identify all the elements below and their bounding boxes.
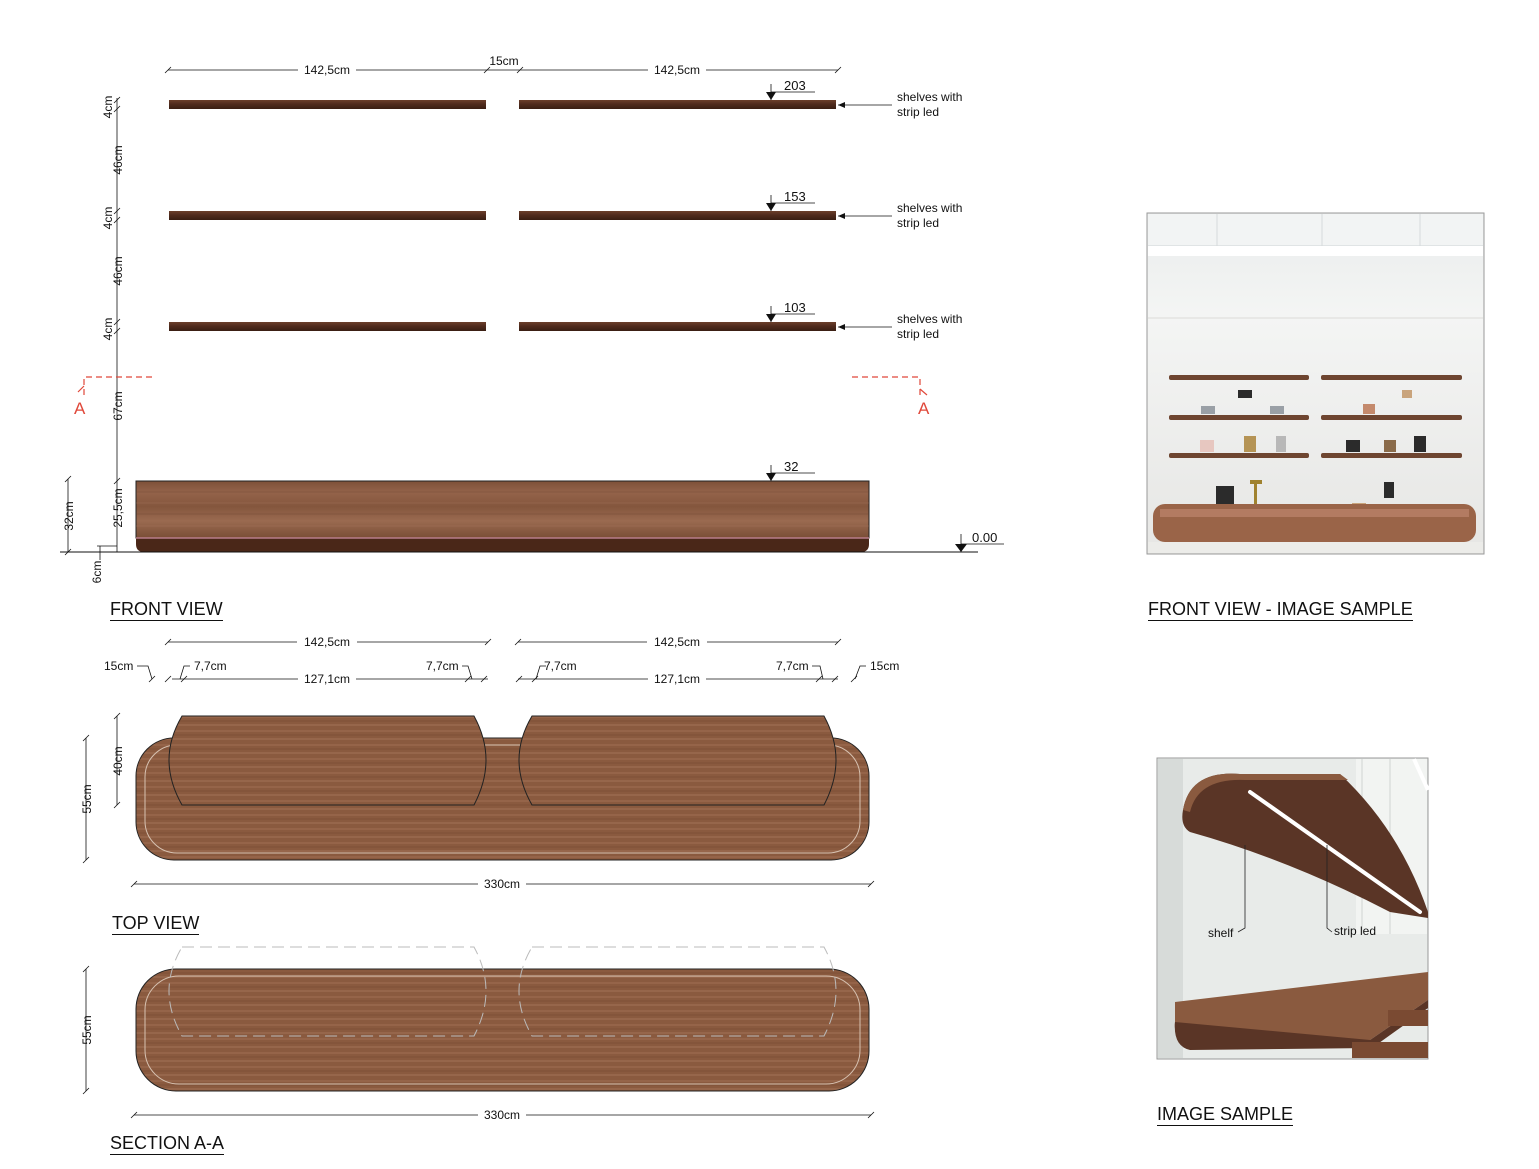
label-strip-led: strip led bbox=[1334, 924, 1377, 938]
shelf-left-203 bbox=[169, 100, 486, 109]
dim-330cm-section: 330cm bbox=[483, 1108, 521, 1122]
top-shelf-left bbox=[169, 716, 486, 805]
svg-text:153: 153 bbox=[784, 189, 806, 204]
front-view-title: FRONT VIEW bbox=[110, 599, 223, 619]
level-marker-floor bbox=[955, 530, 1004, 552]
svg-text:shelves with: shelves with bbox=[897, 201, 963, 215]
dim-46cm-1: 46cm bbox=[111, 145, 125, 175]
svg-text:7,7cm: 7,7cm bbox=[544, 659, 577, 673]
top-dim-142-5-left: 142,5cm bbox=[303, 635, 351, 649]
dim-67cm: 67cm bbox=[111, 391, 125, 421]
dim-32cm: 32cm bbox=[62, 501, 76, 531]
svg-text:strip led: strip led bbox=[897, 216, 940, 230]
svg-text:7,7cm: 7,7cm bbox=[194, 659, 227, 673]
front-view bbox=[60, 54, 1004, 583]
svg-text:32: 32 bbox=[784, 459, 799, 474]
top-shelf-right bbox=[519, 716, 836, 805]
dim-6cm: 6cm bbox=[90, 560, 104, 584]
shelf-right-153 bbox=[519, 211, 836, 220]
dim-142-5-left: 142,5cm bbox=[303, 63, 351, 77]
svg-text:103: 103 bbox=[784, 300, 806, 315]
note-shelves-strip-led-3 bbox=[838, 312, 962, 341]
section-aa-title: SECTION A-A bbox=[110, 1133, 225, 1153]
svg-text:7,7cm: 7,7cm bbox=[426, 659, 459, 673]
svg-text:15cm: 15cm bbox=[870, 659, 900, 673]
front-view-photo bbox=[1147, 213, 1484, 554]
shelf-left-153 bbox=[169, 211, 486, 220]
top-dim-142-5-right: 142,5cm bbox=[653, 635, 701, 649]
svg-text:shelves with: shelves with bbox=[897, 312, 963, 326]
section-aa bbox=[80, 947, 874, 1122]
image-sample-title: IMAGE SAMPLE bbox=[1157, 1104, 1294, 1124]
svg-text:127,1cm: 127,1cm bbox=[303, 672, 351, 686]
dim-15-gap: 15cm bbox=[489, 54, 519, 68]
base-plinth bbox=[136, 538, 869, 552]
section-base bbox=[136, 969, 869, 1091]
svg-text:7,7cm: 7,7cm bbox=[776, 659, 809, 673]
dim-55cm-section: 55cm bbox=[80, 1015, 94, 1045]
svg-text:A: A bbox=[74, 399, 86, 418]
level-marker-103 bbox=[766, 300, 815, 322]
shelf-right-203 bbox=[519, 100, 836, 109]
base-cabinet bbox=[136, 481, 869, 538]
top-view-title: TOP VIEW bbox=[112, 913, 200, 933]
front-view-image-sample-title: FRONT VIEW - IMAGE SAMPLE bbox=[1148, 599, 1413, 619]
svg-text:strip led: strip led bbox=[897, 105, 940, 119]
level-marker-153 bbox=[766, 189, 815, 211]
dim-4cm-2: 4cm bbox=[101, 206, 115, 230]
section-marker-right bbox=[852, 377, 930, 418]
shelf-left-103 bbox=[169, 322, 486, 331]
svg-text:0.00: 0.00 bbox=[972, 530, 998, 545]
dim-46cm-2: 46cm bbox=[111, 256, 125, 286]
note-shelves-strip-led-2 bbox=[838, 201, 962, 230]
dim-25-5cm: 25,5cm bbox=[111, 488, 125, 528]
svg-text:127,1cm: 127,1cm bbox=[653, 672, 701, 686]
dim-55cm-top: 55cm bbox=[80, 784, 94, 814]
dim-142-5-right: 142,5cm bbox=[653, 63, 701, 77]
note-shelves-strip-led-1 bbox=[838, 90, 962, 119]
shelf-right-103 bbox=[519, 322, 836, 331]
svg-text:203: 203 bbox=[784, 78, 806, 93]
svg-text:strip led: strip led bbox=[897, 327, 940, 341]
top-view bbox=[80, 634, 899, 891]
svg-text:15cm: 15cm bbox=[104, 659, 134, 673]
level-marker-203 bbox=[766, 78, 815, 100]
dim-330cm-top: 330cm bbox=[483, 877, 521, 891]
level-marker-32 bbox=[766, 459, 815, 481]
label-shelf: shelf bbox=[1208, 926, 1234, 940]
dim-4cm-3: 4cm bbox=[101, 317, 115, 341]
dim-4cm-1: 4cm bbox=[101, 95, 115, 119]
svg-text:shelves with: shelves with bbox=[897, 90, 963, 104]
dim-40cm: 40cm bbox=[111, 746, 125, 776]
svg-text:A: A bbox=[918, 399, 930, 418]
shelf-detail-photo bbox=[1157, 758, 1428, 1059]
